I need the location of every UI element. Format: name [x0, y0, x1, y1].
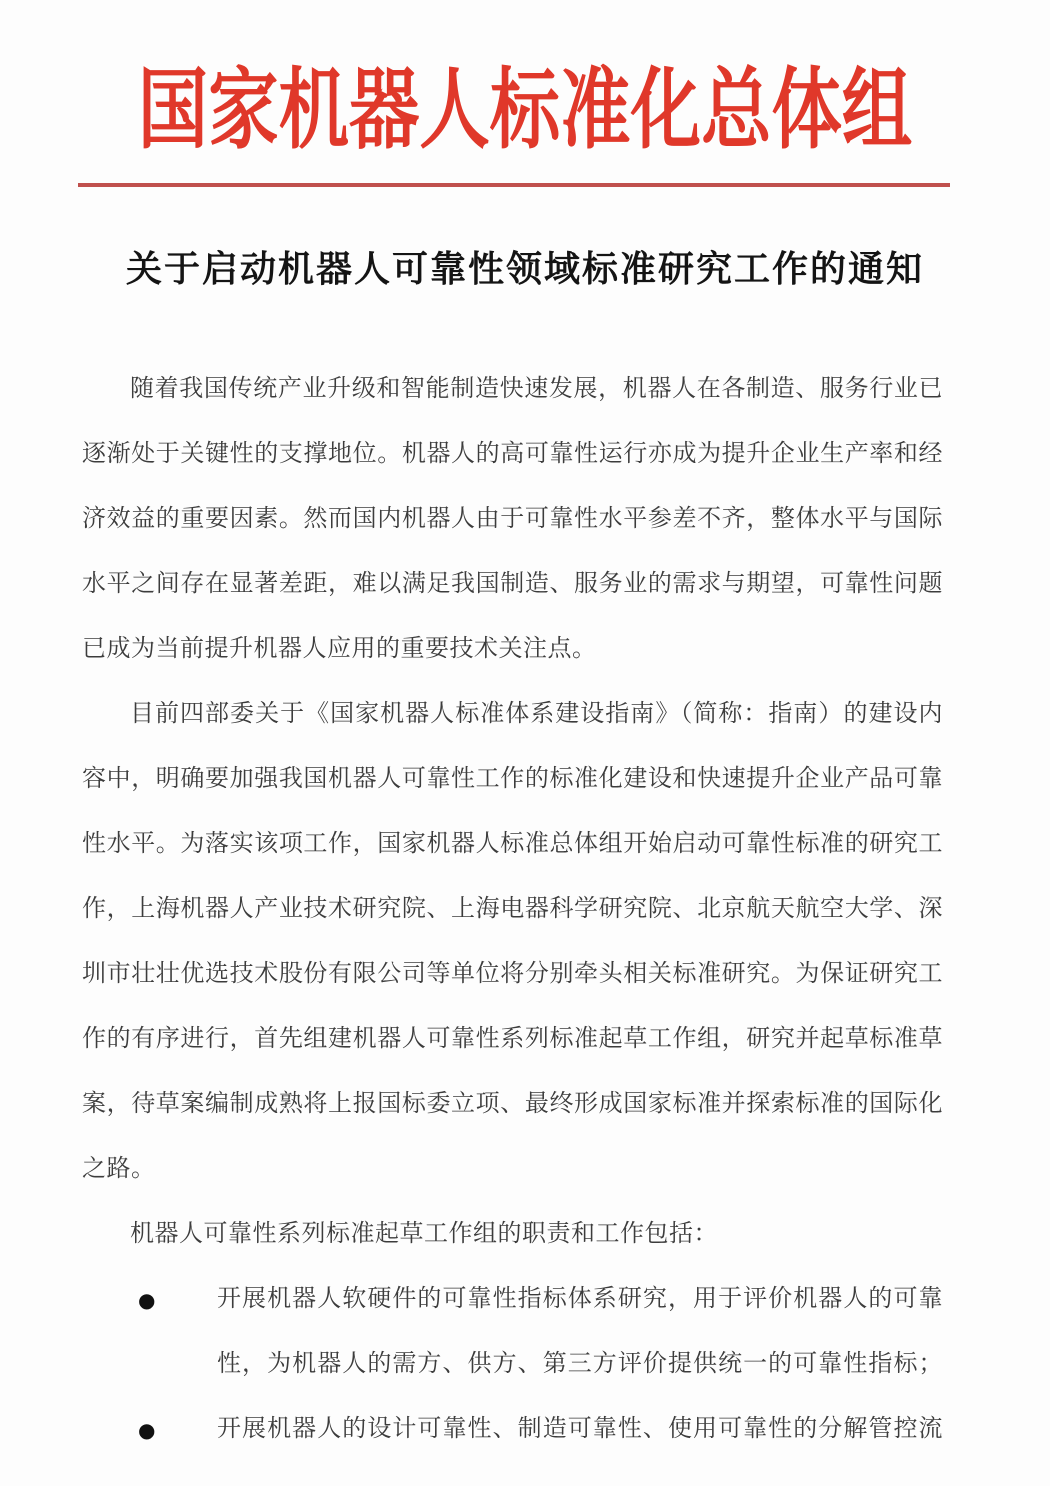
body-line: 案，待草案编制成熟将上报国标委立项、最终形成国家标准并探索标准的国际化 — [82, 1091, 943, 1117]
body-line: 济效益的重要因素。然而国内机器人由于可靠性水平参差不齐，整体水平与国际 — [82, 506, 943, 532]
letterhead-org-name: 国家机器人标准化总体组 — [137, 63, 913, 160]
bullet-icon: ● — [138, 1287, 156, 1312]
body-line: 作的有序进行，首先组建机器人可靠性系列标准起草工作组，研究并起草标准草 — [82, 1026, 943, 1052]
body-line: 作，上海机器人产业技术研究院、上海电器科学研究院、北京航天航空大学、深 — [82, 896, 943, 922]
body-line: 之路。 — [82, 1156, 156, 1182]
body-line: 水平之间存在显著差距，难以满足我国制造、服务业的需求与期望，可靠性问题 — [82, 571, 943, 597]
body-line: 已成为当前提升机器人应用的重要技术关注点。 — [82, 636, 597, 662]
body-line: 性水平。为落实该项工作，国家机器人标准总体组开始启动可靠性标准的研究工 — [82, 831, 943, 857]
bullet-icon: ● — [138, 1417, 156, 1442]
bullet-text: 开展机器人软硬件的可靠性指标体系研究，用于评价机器人的可靠 — [217, 1286, 943, 1312]
body-line: 目前四部委关于《国家机器人标准体系建设指南》（简称：指南）的建设内 — [130, 701, 943, 727]
body-line: 机器人可靠性系列标准起草工作组的职责和工作包括： — [130, 1221, 718, 1247]
body-line: 圳市壮壮优选技术股份有限公司等单位将分别牵头相关标准研究。为保证研究工 — [82, 961, 943, 987]
body-line: 随着我国传统产业升级和智能制造快速发展，机器人在各制造、服务行业已 — [130, 376, 943, 402]
body-line: 逐渐处于关键性的支撑地位。机器人的高可靠性运行亦成为提升企业生产率和经 — [82, 441, 943, 467]
bullet-item — [82, 1267, 943, 1332]
bullet-item — [82, 1397, 943, 1462]
document-body — [82, 357, 943, 1462]
bullet-text: 开展机器人的设计可靠性、制造可靠性、使用可靠性的分解管控流 — [217, 1416, 943, 1442]
document-title: 关于启动机器人可靠性领域标准研究工作的通知 — [125, 249, 924, 289]
body-line: 容中，明确要加强我国机器人可靠性工作的标准化建设和快速提升企业产品可靠 — [82, 766, 943, 792]
bullet-text-continued: 性，为机器人的需方、供方、第三方评价提供统一的可靠性指标； — [217, 1351, 943, 1377]
letterhead-rule-divider — [78, 183, 950, 187]
